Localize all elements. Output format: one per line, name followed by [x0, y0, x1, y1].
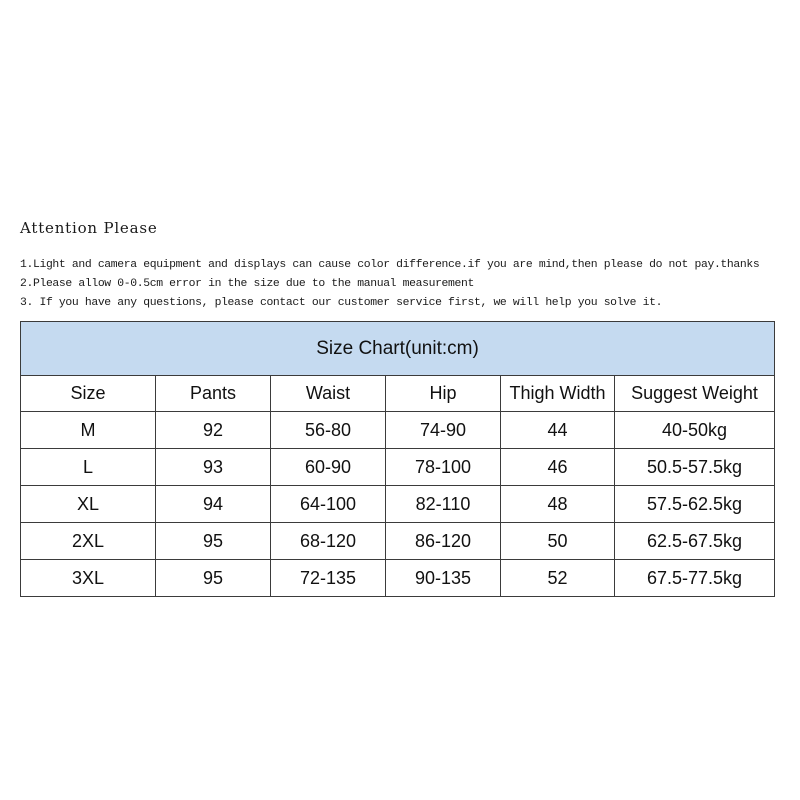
cell-waist: 64-100 — [271, 486, 386, 523]
cell-thigh-width: 46 — [501, 449, 615, 486]
cell-hip: 78-100 — [386, 449, 501, 486]
cell-size: M — [21, 412, 156, 449]
cell-hip: 82-110 — [386, 486, 501, 523]
cell-pants: 95 — [156, 560, 271, 597]
size-chart-title: Size Chart(unit:cm) — [21, 322, 775, 376]
cell-hip: 74-90 — [386, 412, 501, 449]
cell-pants: 95 — [156, 523, 271, 560]
table-row — [21, 560, 775, 597]
table-row — [21, 523, 775, 560]
cell-thigh-width: 44 — [501, 412, 615, 449]
cell-pants: 92 — [156, 412, 271, 449]
column-header-size: Size — [21, 376, 156, 412]
cell-waist: 72-135 — [271, 560, 386, 597]
cell-waist: 68-120 — [271, 523, 386, 560]
table-header-row — [21, 376, 775, 412]
cell-hip: 90-135 — [386, 560, 501, 597]
table-row — [21, 486, 775, 523]
cell-size: XL — [21, 486, 156, 523]
cell-thigh-width: 50 — [501, 523, 615, 560]
note-line-3: 3. If you have any questions, please contact our customer service first, we will help you solve it. — [20, 297, 663, 309]
cell-waist: 56-80 — [271, 412, 386, 449]
note-line-1: 1.Light and camera equipment and displays can cause color difference.if you are mind,then please do not pay.thanks — [20, 259, 760, 271]
cell-suggest-weight: 67.5-77.5kg — [615, 560, 775, 597]
table-row — [21, 412, 775, 449]
cell-suggest-weight: 62.5-67.5kg — [615, 523, 775, 560]
cell-waist: 60-90 — [271, 449, 386, 486]
column-header-pants: Pants — [156, 376, 271, 412]
attention-title: Attention Please — [20, 219, 158, 237]
cell-size: 3XL — [21, 560, 156, 597]
column-header-waist: Waist — [271, 376, 386, 412]
column-header-thigh-width: Thigh Width — [501, 376, 615, 412]
size-chart-title-row — [21, 322, 775, 376]
cell-suggest-weight: 57.5-62.5kg — [615, 486, 775, 523]
cell-size: 2XL — [21, 523, 156, 560]
cell-size: L — [21, 449, 156, 486]
table-row — [21, 449, 775, 486]
cell-hip: 86-120 — [386, 523, 501, 560]
cell-thigh-width: 48 — [501, 486, 615, 523]
note-line-2: 2.Please allow 0-0.5cm error in the size due to the manual measurement — [20, 278, 474, 290]
cell-suggest-weight: 50.5-57.5kg — [615, 449, 775, 486]
size-chart-table — [20, 321, 775, 597]
cell-thigh-width: 52 — [501, 560, 615, 597]
attention-notes — [20, 256, 790, 313]
cell-suggest-weight: 40-50kg — [615, 412, 775, 449]
cell-pants: 93 — [156, 449, 271, 486]
cell-pants: 94 — [156, 486, 271, 523]
column-header-hip: Hip — [386, 376, 501, 412]
column-header-suggest-weight: Suggest Weight — [615, 376, 775, 412]
